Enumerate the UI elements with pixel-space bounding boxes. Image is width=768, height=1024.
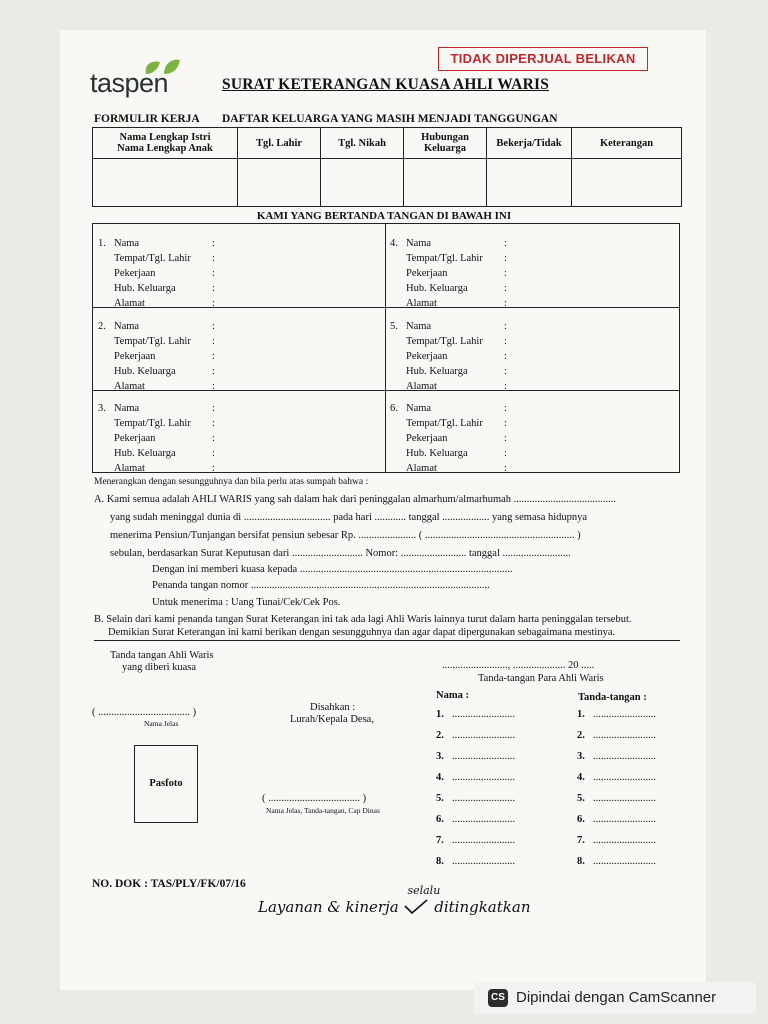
- signatory-field[interactable]: [390, 379, 640, 394]
- field-colon: :: [504, 418, 507, 429]
- signatory-field[interactable]: [390, 364, 640, 379]
- field-colon: :: [504, 336, 507, 347]
- signatory-number: 6.: [390, 403, 398, 414]
- heir-signature-line[interactable]: [577, 814, 656, 825]
- heir-number: 1.: [436, 709, 444, 720]
- heir-number: 2.: [436, 730, 444, 741]
- field-label: Tempat/Tgl. Lahir: [406, 418, 483, 429]
- motto-right: ditingkatkan: [434, 898, 531, 916]
- heir-number: 3.: [436, 751, 444, 762]
- heir-number: 7.: [577, 835, 585, 846]
- heir-dots: ........................: [593, 856, 656, 867]
- heir-dots: ........................: [452, 793, 515, 804]
- signatory-6: [390, 401, 640, 476]
- field-colon: :: [504, 403, 507, 414]
- signatory-field[interactable]: [390, 431, 640, 446]
- field-label: Tempat/Tgl. Lahir: [406, 253, 483, 264]
- signatories-heading: KAMI YANG BERTANDA TANGAN DI BAWAH INI: [256, 210, 512, 222]
- heir-number: 8.: [436, 856, 444, 867]
- field-label: Pekerjaan: [406, 351, 448, 362]
- heir-dots: ........................: [452, 709, 515, 720]
- field-label: Alamat: [114, 463, 145, 474]
- field-colon: :: [212, 283, 215, 294]
- col-header-tgl-lahir: Tgl. Lahir: [238, 128, 321, 159]
- signatory-1: [98, 236, 348, 311]
- field-label: Nama: [114, 238, 140, 249]
- field-label: Hub. Keluarga: [406, 283, 468, 294]
- heir-dots: ........................: [452, 856, 515, 867]
- document-number: NO. DOK : TAS/PLY/FK/07/16: [92, 878, 246, 890]
- decl-a5: Dengan ini memberi kuasa kepada .................................................................................: [152, 564, 513, 575]
- field-colon: :: [504, 321, 507, 332]
- field-colon: :: [212, 448, 215, 459]
- disahkan-label: Disahkan :: [310, 702, 356, 713]
- heir-number: 8.: [577, 856, 585, 867]
- signatory-number: 2.: [98, 321, 106, 332]
- col-header-hubungan: Hubungan Keluarga: [404, 128, 487, 159]
- heir-number: 6.: [577, 814, 585, 825]
- camscanner-label: Dipindai dengan CamScanner: [516, 989, 717, 1006]
- decl-a2: yang sudah meninggal dunia di ................................. pada hari ............ tanggal .................. yang semasa hidupnya: [110, 512, 588, 523]
- field-colon: :: [212, 253, 215, 264]
- signatory-field[interactable]: [390, 334, 640, 349]
- field-label: Tempat/Tgl. Lahir: [406, 336, 483, 347]
- heir-name-line[interactable]: [436, 835, 515, 846]
- signatory-field[interactable]: [98, 236, 348, 251]
- heir-number: 4.: [577, 772, 585, 783]
- heir-signature-line[interactable]: [577, 835, 656, 846]
- field-colon: :: [212, 403, 215, 414]
- field-label: Pekerjaan: [406, 268, 448, 279]
- field-colon: :: [212, 351, 215, 362]
- field-colon: :: [504, 298, 507, 309]
- field-colon: :: [504, 366, 507, 377]
- family-table: [92, 127, 682, 207]
- field-label: Alamat: [114, 298, 145, 309]
- signatory-field[interactable]: [98, 364, 348, 379]
- col-header-tgl-nikah: Tgl. Nikah: [321, 128, 404, 159]
- heir-number: 4.: [436, 772, 444, 783]
- ttd-label-1: Tanda tangan Ahli Waris: [110, 650, 214, 661]
- motto-above: selalu: [407, 884, 441, 897]
- signatory-field[interactable]: [98, 431, 348, 446]
- check-icon: [403, 884, 441, 916]
- heir-dots: ........................: [593, 793, 656, 804]
- nama-column-label: Nama :: [436, 690, 469, 701]
- heir-dots: ........................: [593, 835, 656, 846]
- signatory-number: 5.: [390, 321, 398, 332]
- table-cell[interactable]: [321, 159, 404, 207]
- heir-dots: ........................: [452, 751, 515, 762]
- camscanner-icon: CS: [488, 989, 508, 1007]
- heir-dots: ........................: [593, 751, 656, 762]
- field-label: Tempat/Tgl. Lahir: [114, 418, 191, 429]
- heir-number: 7.: [436, 835, 444, 846]
- signatory-field[interactable]: [390, 416, 640, 431]
- heir-signature-line[interactable]: [577, 793, 656, 804]
- field-label: Nama: [406, 238, 432, 249]
- camscanner-watermark: [474, 982, 756, 1014]
- signatory-field[interactable]: [98, 461, 348, 476]
- signatory-field[interactable]: [390, 296, 640, 311]
- heir-number: 3.: [577, 751, 585, 762]
- decl-a3: menerima Pensiun/Tunjangan bersifat pensiun sebesar Rp. ...................... ( ......................................................... ): [110, 530, 581, 541]
- field-label: Alamat: [406, 381, 437, 392]
- heir-name-line[interactable]: [436, 814, 515, 825]
- field-label: Pekerjaan: [114, 351, 156, 362]
- para-ahli-waris-label: Tanda-tangan Para Ahli Waris: [478, 673, 604, 684]
- decl-b1: B. Selain dari kami penanda tangan Surat Keterangan ini tak ada lagi Ahli Waris lainnya turut dalam harta peninggalan tersebut.: [94, 614, 632, 625]
- heir-dots: ........................: [593, 709, 656, 720]
- heir-number: 6.: [436, 814, 444, 825]
- decl-a7: Untuk menerima : Uang Tunai/Cek/Cek Pos.: [152, 597, 341, 608]
- field-colon: :: [212, 298, 215, 309]
- signatory-field[interactable]: [98, 446, 348, 461]
- signatory-number: 1.: [98, 238, 106, 249]
- signatory-field[interactable]: [98, 319, 348, 334]
- field-colon: :: [212, 418, 215, 429]
- signatory-5: [390, 319, 640, 394]
- heir-dots: ........................: [593, 814, 656, 825]
- heir-number: 2.: [577, 730, 585, 741]
- signatory-field[interactable]: [98, 296, 348, 311]
- heir-name-line[interactable]: [436, 793, 515, 804]
- lurah-label: Lurah/Kepala Desa,: [290, 714, 374, 725]
- signatory-field[interactable]: [390, 236, 640, 251]
- heir-dots: ........................: [452, 814, 515, 825]
- field-label: Tempat/Tgl. Lahir: [114, 336, 191, 347]
- field-label: Hub. Keluarga: [114, 366, 176, 377]
- field-label: Nama: [114, 403, 140, 414]
- heir-number: 5.: [577, 793, 585, 804]
- field-label: Hub. Keluarga: [406, 366, 468, 377]
- signatory-field[interactable]: [390, 349, 640, 364]
- heir-number: 5.: [436, 793, 444, 804]
- pasfoto-box: Pasfoto: [134, 745, 198, 823]
- field-label: Nama: [114, 321, 140, 332]
- field-label: Pekerjaan: [114, 268, 156, 279]
- heir-signature-line[interactable]: [577, 772, 656, 783]
- field-colon: :: [504, 283, 507, 294]
- ttd-label-2: yang diberi kuasa: [122, 662, 197, 673]
- motto: [258, 884, 531, 916]
- table-cell[interactable]: [93, 159, 238, 207]
- field-label: Pekerjaan: [406, 433, 448, 444]
- signatory-field[interactable]: [390, 251, 640, 266]
- heir-number: 1.: [577, 709, 585, 720]
- formulir-label: FORMULIR KERJA: [94, 113, 200, 125]
- table-cell[interactable]: [487, 159, 572, 207]
- heir-dots: ........................: [452, 772, 515, 783]
- heir-name-line[interactable]: [436, 730, 515, 741]
- signatory-field[interactable]: [390, 281, 640, 296]
- field-colon: :: [504, 433, 507, 444]
- signatory-field[interactable]: [98, 266, 348, 281]
- field-label: Hub. Keluarga: [406, 448, 468, 459]
- signatory-field[interactable]: [390, 401, 640, 416]
- table-cell[interactable]: [404, 159, 487, 207]
- heir-name-line[interactable]: [436, 709, 515, 720]
- table-cell[interactable]: [238, 159, 321, 207]
- heir-name-line[interactable]: [436, 751, 515, 762]
- signatory-2: [98, 319, 348, 394]
- signatory-field[interactable]: [390, 266, 640, 281]
- signatory-field[interactable]: [390, 319, 640, 334]
- tanda-column-label: Tanda-tangan :: [578, 692, 647, 703]
- daftar-heading: DAFTAR KELUARGA YANG MASIH MENJADI TANGGUNGAN: [222, 113, 558, 125]
- heir-dots: ........................: [593, 730, 656, 741]
- signatory-field[interactable]: [390, 446, 640, 461]
- heir-signature-line[interactable]: [577, 856, 656, 867]
- decl-a6: Penanda tangan nomor ...........................................................................................: [152, 580, 490, 591]
- field-colon: :: [212, 336, 215, 347]
- field-colon: :: [504, 381, 507, 392]
- field-colon: :: [212, 268, 215, 279]
- field-colon: :: [212, 433, 215, 444]
- lurah-name-blank[interactable]: ( ................................... ): [262, 793, 367, 804]
- nama-jelas-caption: Nama Jelas: [144, 719, 179, 728]
- col-header-nama: Nama Lengkap Istri Nama Lengkap Anak: [93, 128, 238, 159]
- field-colon: :: [212, 321, 215, 332]
- field-colon: :: [212, 238, 215, 249]
- field-colon: :: [504, 351, 507, 362]
- col-header-keterangan: Keterangan: [572, 128, 682, 159]
- decl-a1: A. Kami semua adalah AHLI WARIS yang sah dalam hak dari peninggalan almarhum/almarhumah .......................................: [94, 494, 617, 505]
- not-for-sale-stamp: TIDAK DIPERJUAL BELIKAN: [438, 47, 648, 71]
- kuasa-name-blank[interactable]: ( ................................... ): [92, 707, 197, 718]
- decl-intro: Menerangkan dengan sesungguhnya dan bila perlu atas sumpah bahwa :: [94, 477, 369, 487]
- field-colon: :: [504, 253, 507, 264]
- field-colon: :: [212, 463, 215, 474]
- field-colon: :: [504, 463, 507, 474]
- heir-dots: ........................: [452, 835, 515, 846]
- heir-signature-line[interactable]: [577, 730, 656, 741]
- signatory-3: [98, 401, 348, 476]
- signatory-field[interactable]: [390, 461, 640, 476]
- signatory-field[interactable]: [98, 349, 348, 364]
- field-label: Hub. Keluarga: [114, 283, 176, 294]
- field-label: Alamat: [406, 463, 437, 474]
- col-header-bekerja: Bekerja/Tidak: [487, 128, 572, 159]
- heir-name-line[interactable]: [436, 772, 515, 783]
- field-label: Alamat: [406, 298, 437, 309]
- field-colon: :: [212, 366, 215, 377]
- heir-dots: ........................: [452, 730, 515, 741]
- signatory-field[interactable]: [98, 401, 348, 416]
- heir-signature-line[interactable]: [577, 709, 656, 720]
- field-label: Nama: [406, 321, 432, 332]
- field-colon: :: [212, 381, 215, 392]
- field-colon: :: [504, 238, 507, 249]
- signatory-field[interactable]: [98, 416, 348, 431]
- taspen-logo: taspen: [90, 68, 169, 98]
- field-label: Nama: [406, 403, 432, 414]
- motto-left: Layanan & kinerja: [258, 898, 399, 916]
- table-cell[interactable]: [572, 159, 682, 207]
- field-label: Alamat: [114, 381, 145, 392]
- signatory-field[interactable]: [98, 334, 348, 349]
- heir-signature-line[interactable]: [577, 751, 656, 762]
- signatory-4: [390, 236, 640, 311]
- heir-dots: ........................: [593, 772, 656, 783]
- signatory-number: 3.: [98, 403, 106, 414]
- date-line[interactable]: ........................., .................... 20 .....: [442, 660, 595, 671]
- signatory-field[interactable]: [98, 251, 348, 266]
- field-label: Tempat/Tgl. Lahir: [114, 253, 191, 264]
- lurah-caption: Nama Jelas, Tanda-tangan, Cap Dinas: [266, 806, 380, 815]
- divider: [94, 640, 680, 641]
- field-colon: :: [504, 268, 507, 279]
- decl-a4: sebulan, berdasarkan Surat Keputusan dari ........................... Nomor: ......................... tanggal ..........................: [110, 548, 571, 559]
- field-label: Hub. Keluarga: [114, 448, 176, 459]
- field-colon: :: [504, 448, 507, 459]
- field-label: Pekerjaan: [114, 433, 156, 444]
- document-title: SURAT KETERANGAN KUASA AHLI WARIS: [222, 76, 550, 93]
- heir-name-line[interactable]: [436, 856, 515, 867]
- decl-b2: Demikian Surat Keterangan ini kami berikan dengan sesungguhnya dan agar dapat dipergunakan sebagaimana mestinya.: [108, 627, 616, 638]
- signatory-field[interactable]: [98, 281, 348, 296]
- signatory-field[interactable]: [98, 379, 348, 394]
- signatory-number: 4.: [390, 238, 398, 249]
